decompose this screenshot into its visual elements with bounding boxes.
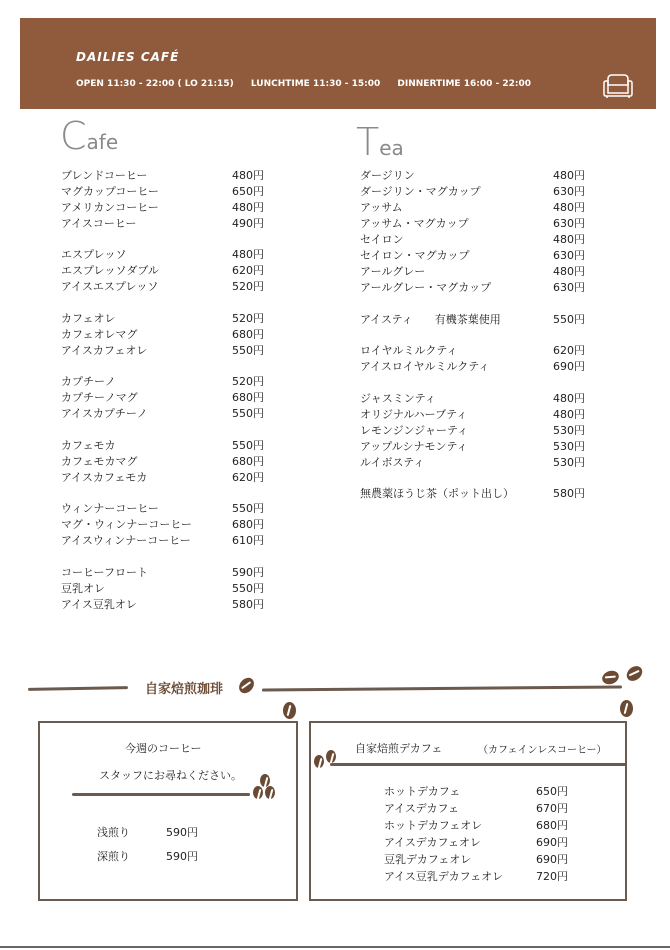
weekly-item-name: 深煎り bbox=[97, 850, 130, 863]
cafe-item-name: アイスカフェモカ bbox=[61, 471, 148, 484]
tea-item-price: 630円 bbox=[553, 281, 585, 294]
tea-item-name: アッサム・マグカップ bbox=[360, 217, 469, 230]
decaf-item-price: 690円 bbox=[536, 836, 568, 849]
coffee-bean-icon bbox=[600, 668, 620, 686]
cafe-item-price: 680円 bbox=[232, 328, 264, 341]
coffee-bean-icon bbox=[624, 663, 645, 684]
decaf-item-price: 690円 bbox=[536, 853, 568, 866]
coffee-bean-icon bbox=[253, 786, 263, 799]
weekly-item-price: 590円 bbox=[166, 826, 198, 839]
tea-item-price: 630円 bbox=[553, 217, 585, 230]
weekly-item-name: 浅煎り bbox=[97, 826, 130, 839]
tea-item-name: セイロン bbox=[360, 233, 404, 246]
cafe-item-name: マグ・ウィンナーコーヒー bbox=[61, 518, 192, 531]
tea-item-price: 480円 bbox=[553, 392, 585, 405]
cafe-item-price: 590円 bbox=[232, 566, 264, 579]
cafe-item-price: 550円 bbox=[232, 344, 264, 357]
coffee-bean-icon bbox=[326, 750, 336, 763]
cafe-item-name: カフェモカマグ bbox=[61, 455, 138, 468]
cafe-item-name: エスプレッソダブル bbox=[61, 264, 159, 277]
cafe-item-price: 490円 bbox=[232, 217, 264, 230]
decaf-item-price: 680円 bbox=[536, 819, 568, 832]
tea-item-price: 550円 bbox=[553, 313, 585, 326]
cafe-item-price: 680円 bbox=[232, 518, 264, 531]
cafe-section-title: Cafe bbox=[60, 114, 119, 158]
cafe-item-name: コーヒーフロート bbox=[61, 566, 149, 579]
tea-item-name: レモンジンジャーティ bbox=[360, 424, 469, 437]
cafe-item-name: ウィンナーコーヒー bbox=[61, 502, 159, 515]
decaf-item-name: ホットデカフェ bbox=[384, 785, 461, 798]
tea-item-name: セイロン・マグカップ bbox=[360, 249, 470, 262]
cafe-item-price: 680円 bbox=[232, 455, 264, 468]
cafe-item-price: 550円 bbox=[232, 582, 264, 595]
cafe-item-price: 520円 bbox=[232, 280, 264, 293]
tea-section-title: Tea bbox=[356, 120, 404, 164]
coffee-bean-icon bbox=[265, 786, 275, 799]
lunch-hours: LUNCHTIME 11:30 - 15:00 bbox=[250, 79, 381, 89]
cafe-item-price: 520円 bbox=[232, 375, 264, 388]
cafe-item-name: アイスコーヒー bbox=[61, 217, 137, 230]
cafe-item-name: アイスエスプレッソ bbox=[61, 280, 159, 293]
tea-item-name: ルイボスティ bbox=[360, 456, 425, 469]
tea-item-price: 530円 bbox=[553, 440, 585, 453]
cafe-item-name: アイス豆乳オレ bbox=[61, 598, 137, 611]
cafe-item-name: カフェオレマグ bbox=[61, 328, 138, 341]
tea-item-price: 530円 bbox=[553, 456, 585, 469]
tea-item-price: 530円 bbox=[553, 424, 585, 437]
decaf-item-price: 650円 bbox=[536, 785, 568, 798]
divider-line bbox=[262, 685, 622, 691]
roaster-title: 自家焙煎珈琲 bbox=[145, 682, 224, 697]
tea-item-price: 690円 bbox=[553, 360, 585, 373]
cafe-item-name: エスプレッソ bbox=[61, 248, 127, 261]
tea-item-name: アイスティ 有機茶葉使用 bbox=[360, 313, 501, 326]
cafe-item-name: アメリカンコーヒー bbox=[61, 201, 159, 214]
weekly-coffee-title: 今週のコーヒー bbox=[125, 742, 202, 755]
cafe-item-name: カプチーノマグ bbox=[61, 391, 138, 404]
cafe-item-price: 520円 bbox=[232, 312, 264, 325]
tea-item-name: ロイヤルミルクティ bbox=[360, 344, 458, 357]
tea-item-name: 無農薬ほうじ茶（ポット出し） bbox=[360, 487, 514, 500]
divider-line bbox=[28, 686, 128, 691]
decaf-subtitle: （カフェインレスコーヒー） bbox=[478, 745, 607, 756]
tea-item-name: アールグレー bbox=[360, 265, 426, 278]
divider-line bbox=[330, 763, 626, 766]
coffee-bean-icon bbox=[620, 700, 633, 717]
tea-item-price: 480円 bbox=[553, 265, 585, 278]
cafe-item-price: 620円 bbox=[232, 471, 264, 484]
tea-item-name: オリジナルハーブティ bbox=[360, 408, 468, 421]
open-hours: OPEN 11:30 - 22:00 ( LO 21:15) bbox=[76, 79, 234, 89]
tea-item-name: アッサム bbox=[360, 201, 403, 214]
coffee-bean-icon bbox=[236, 675, 257, 696]
opening-hours bbox=[76, 79, 545, 89]
decaf-title: 自家焙煎デカフェ bbox=[355, 742, 443, 755]
weekly-coffee-note: スタッフにお尋ねください。 bbox=[99, 769, 242, 782]
cafe-item-name: アイスカフェオレ bbox=[61, 344, 148, 357]
tea-item-name: ダージリン・マグカップ bbox=[360, 185, 481, 198]
cafe-item-price: 580円 bbox=[232, 598, 264, 611]
decaf-item-name: 豆乳デカフェオレ bbox=[384, 853, 472, 866]
tea-item-name: アップルシナモンティ bbox=[360, 440, 468, 453]
tea-item-price: 620円 bbox=[553, 344, 585, 357]
tea-item-name: ダージリン bbox=[360, 169, 415, 182]
decaf-item-name: アイス豆乳デカフェオレ bbox=[384, 870, 504, 883]
cafe-item-name: マグカップコーヒー bbox=[61, 185, 159, 198]
decaf-item-name: アイスデカフェオレ bbox=[384, 836, 481, 849]
cafe-item-price: 480円 bbox=[232, 248, 264, 261]
coffee-bean-icon bbox=[283, 702, 296, 719]
cafe-item-name: アイスウィンナーコーヒー bbox=[61, 534, 191, 547]
coffee-bean-icon bbox=[314, 755, 324, 768]
cafe-item-price: 480円 bbox=[232, 169, 264, 182]
decaf-item-price: 720円 bbox=[536, 870, 568, 883]
decaf-item-name: ホットデカフェオレ bbox=[384, 819, 483, 832]
tea-item-price: 480円 bbox=[553, 408, 585, 421]
cafe-item-name: アイスカプチーノ bbox=[61, 407, 148, 420]
cafe-item-price: 680円 bbox=[232, 391, 264, 404]
cafe-item-price: 620円 bbox=[232, 264, 264, 277]
cafe-item-price: 610円 bbox=[232, 534, 264, 547]
page-bottom-border bbox=[0, 946, 670, 948]
tea-item-name: ジャスミンティ bbox=[360, 392, 436, 405]
header-banner bbox=[20, 18, 656, 109]
cafe-item-name: カフェモカ bbox=[61, 439, 116, 452]
cafe-item-price: 550円 bbox=[232, 502, 264, 515]
decaf-item-price: 670円 bbox=[536, 802, 568, 815]
cafe-item-name: 豆乳オレ bbox=[61, 582, 105, 595]
tea-item-price: 580円 bbox=[553, 487, 585, 500]
tea-item-name: アイスロイヤルミルクティ bbox=[360, 360, 490, 373]
decaf-item-name: アイスデカフェ bbox=[384, 802, 459, 815]
tea-item-price: 480円 bbox=[553, 169, 585, 182]
tea-item-price: 630円 bbox=[553, 185, 585, 198]
weekly-item-price: 590円 bbox=[166, 850, 198, 863]
tea-item-price: 480円 bbox=[553, 233, 585, 246]
tea-item-name: アールグレー・マグカップ bbox=[360, 281, 492, 294]
cafe-name: DAILIES CAFÉ bbox=[76, 50, 180, 64]
cafe-item-name: ブレンドコーヒー bbox=[61, 169, 148, 182]
cafe-item-name: カフェオレ bbox=[61, 312, 116, 325]
divider-line bbox=[72, 793, 250, 796]
cafe-item-price: 550円 bbox=[232, 439, 264, 452]
armchair-icon bbox=[602, 73, 634, 99]
cafe-item-name: カプチーノ bbox=[61, 375, 116, 388]
dinner-hours: DINNERTIME 16:00 - 22:00 bbox=[397, 79, 531, 89]
tea-item-price: 480円 bbox=[553, 201, 585, 214]
tea-item-price: 630円 bbox=[553, 249, 585, 262]
cafe-item-price: 550円 bbox=[232, 407, 264, 420]
cafe-item-price: 650円 bbox=[232, 185, 264, 198]
cafe-item-price: 480円 bbox=[232, 201, 264, 214]
